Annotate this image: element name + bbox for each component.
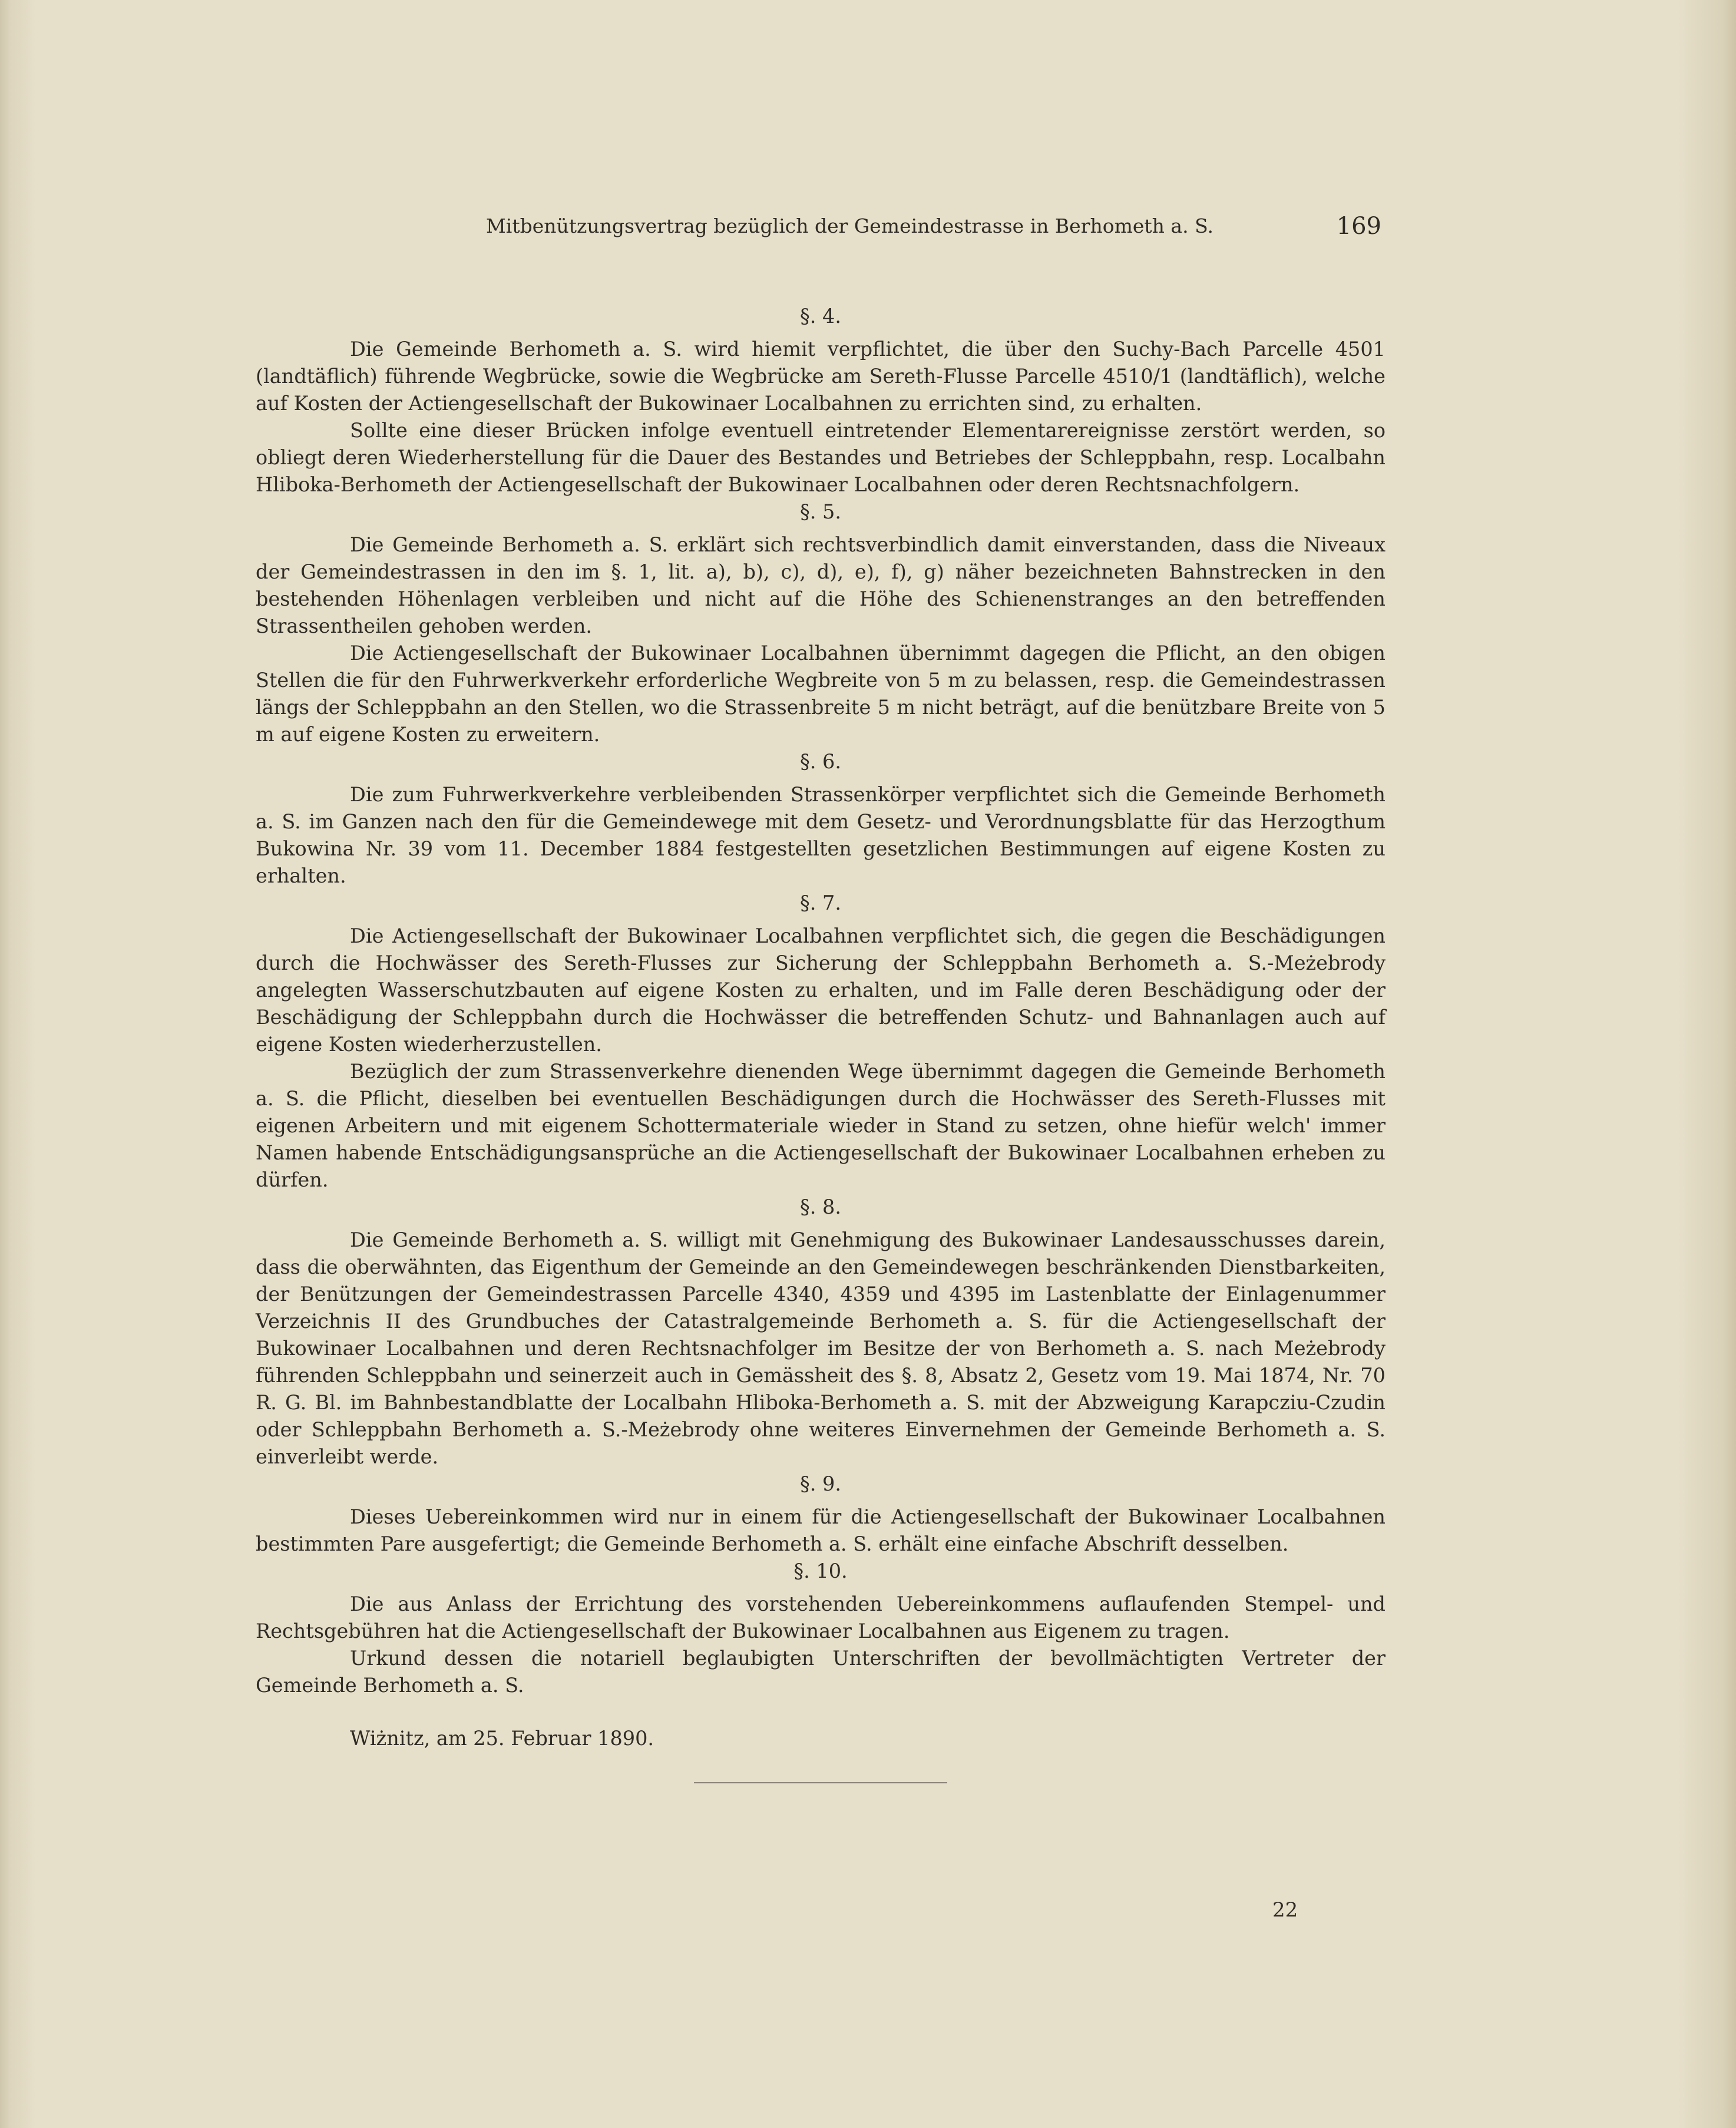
paragraph: Die Actiengesellschaft der Bukowinaer Localbahnen übernimmt dagegen die Pflicht, an den obigen Stellen die für den Fuhrwerkverkehr erforderliche Wegbreite von 5 m zu belassen, resp. die Gemeindestrassen längs der Schleppbahn an den Stellen, wo die Strassenbreite 5 m nicht beträgt, auf die benützbare Breite von 5 m auf eigene Kosten zu erweitern.: [256, 642, 1386, 746]
section-7: [256, 890, 1386, 1194]
section-heading: §. 8.: [799, 1195, 841, 1218]
footer-divider: [694, 1782, 947, 1783]
paragraph: Die aus Anlass der Errichtung des vorstehenden Uebereinkommens auflaufenden Stempel- und Rechtsgebühren hat die Actiengesellschaft der Bukowinaer Localbahnen aus Eigenem zu tragen.: [256, 1592, 1386, 1643]
section-heading: §. 7.: [799, 891, 841, 914]
section-heading: §. 9.: [799, 1472, 841, 1495]
paragraph: Die Gemeinde Berhometh a. S. wird hiemit verpflichtet, die über den Suchy-Bach Parcelle 4501 (landtäflich) führende Wegbrücke, sowie die Wegbrücke am Sereth-Flusse Parcelle 4510/1 (landtäflich), welche auf Kosten der Actiengesellschaft der Bukowinaer Localbahnen zu errichten sind, zu erhalten.: [256, 338, 1386, 415]
section-heading: §. 10.: [793, 1559, 848, 1582]
section-9: [256, 1471, 1386, 1558]
document-body: [256, 303, 1386, 1752]
section-10: [256, 1558, 1386, 1699]
running-header: [486, 209, 1381, 244]
paragraph: Urkund dessen die notariell beglaubigten Unterschriften der bevollmächtigten Vertreter der Gemeinde Berhometh a. S.: [256, 1647, 1386, 1697]
page-number: 169: [1336, 213, 1381, 240]
section-heading: §. 6.: [799, 750, 841, 773]
section-5: [256, 498, 1386, 748]
section-4: [256, 303, 1386, 498]
paragraph: Dieses Uebereinkommen wird nur in einem für die Actiengesellschaft der Bukowinaer Localbahnen bestimmten Pare ausgefertigt; die Gemeinde Berhometh a. S. erhält eine einfache Abschrift desselben.: [256, 1505, 1386, 1555]
date-line: Wiżnitz, am 25. Februar 1890.: [350, 1727, 654, 1750]
paragraph: Die Gemeinde Berhometh a. S. erklärt sich rechtsverbindlich damit einverstanden, dass die Niveaux der Gemeindestrassen in den im §. 1, lit. a), b), c), d), e), f), g) näher bezeichneten Bahnstrecken in den bestehenden Höhenlagen verbleiben und nicht auf die Höhe des Schienenstranges an den betreffenden Strassentheilen gehoben werden.: [256, 533, 1386, 637]
section-6: [256, 748, 1386, 890]
paragraph: Die Gemeinde Berhometh a. S. willigt mit Genehmigung des Bukowinaer Landesausschusses darein, dass die oberwähnten, das Eigenthum der Gemeinde an den Gemeindewegen beschränkenden Dienstbarkeiten, der Benützungen der Gemeindestrassen Parcelle 4340, 4359 und 4395 im Lastenblatte der Einlagenummer Verzeichnis II des Grundbuches der Catastralgemeinde Berhometh a. S. für die Actiengesellschaft der Bukowinaer Localbahnen und deren Rechtsnachfolger im Besitze der von Berhometh a. S. nach Meżebrody führenden Schleppbahn und seinerzeit auch in Gemässheit des §. 8, Absatz 2, Gesetz vom 19. Mai 1874, Nr. 70 R. G. Bl. im Bahnbestandblatte der Localbahn Hliboka-Berhometh a. S. mit der Abzweigung Karapcziu-Czudin oder Schleppbahn Berhometh a. S.-Meżebrody ohne weiteres Einvernehmen der Gemeinde Berhometh a. S. einverleibt werde.: [256, 1228, 1386, 1468]
paragraph: Die Actiengesellschaft der Bukowinaer Localbahnen verpflichtet sich, die gegen die Beschädigungen durch die Hochwässer des Sereth-Flusses zur Sicherung der Schleppbahn Berhometh a. S.-Meżebrody angelegten Wasserschutzbauten auf eigene Kosten zu erhalten, und im Falle deren Beschädigung oder der Beschädigung der Schleppbahn durch die Hochwässer die betreffenden Schutz- und Bahnanlagen auch auf eigene Kosten wiederherzustellen.: [256, 924, 1386, 1056]
paragraph: Die zum Fuhrwerkverkehre verbleibenden Strassenkörper verpflichtet sich die Gemeinde Berhometh a. S. im Ganzen nach den für die Gemeindewege mit dem Gesetz- und Verordnungsblatte für das Herzogthum Bukowina Nr. 39 vom 11. December 1884 festgestellten gesetzlichen Bestimmungen auf eigene Kosten zu erhalten.: [256, 783, 1386, 887]
paragraph: Bezüglich der zum Strassenverkehre dienenden Wege übernimmt dagegen die Gemeinde Berhometh a. S. die Pflicht, dieselben bei eventuellen Beschädigungen durch die Hochwässer des Sereth-Flusses mit eigenen Arbeitern und mit eigenem Schottermateriale wieder in Stand zu setzen, ohne hiefür welch' immer Namen habende Entschädigungsansprüche an die Actiengesellschaft der Bukowinaer Localbahnen erheben zu dürfen.: [256, 1060, 1386, 1191]
sheet-number: 22: [1272, 1898, 1298, 1922]
section-8: [256, 1194, 1386, 1471]
paragraph: Sollte eine dieser Brücken infolge eventuell eintretender Elementarereignisse zerstört werden, so obliegt deren Wiederherstellung für die Dauer des Bestandes und Betriebes der Schleppbahn, resp. Localbahn Hliboka-Berhometh der Actiengesellschaft der Bukowinaer Localbahnen oder deren Rechtsnachfolgern.: [256, 419, 1386, 496]
section-heading: §. 5.: [799, 500, 841, 523]
running-title: Mitbenützungsvertrag bezüglich der Gemeindestrasse in Berhometh a. S.: [486, 214, 1214, 237]
section-heading: §. 4.: [799, 305, 841, 328]
